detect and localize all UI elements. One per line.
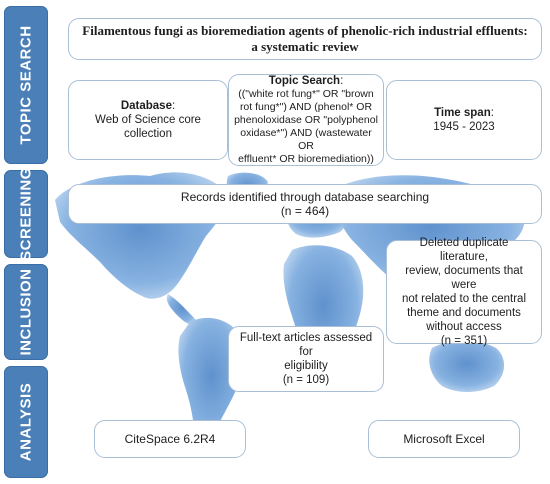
database-value-1: Web of Science core: [95, 114, 201, 126]
topic-heading-line: [269, 75, 344, 88]
records-line-2: (n = 464): [280, 204, 330, 218]
deleted-line-6: (n = 351): [440, 335, 488, 347]
excel-box: [368, 420, 520, 458]
stage-label-analysis: ANALYSIS: [17, 382, 35, 462]
full-text-box: [228, 326, 384, 392]
stage-tab-analysis: [4, 366, 48, 478]
topic-line-4: oxidase*") AND (wastewater OR: [240, 126, 372, 152]
timespan-heading: Time span: [434, 107, 491, 119]
deleted-line-5: without access: [426, 321, 502, 333]
australia-shape: [429, 341, 504, 393]
database-heading: Database: [120, 100, 172, 112]
fulltext-line-3: (n = 109): [282, 374, 330, 386]
deleted-line-1: Deleted duplicate literature,: [419, 237, 509, 263]
deleted-line-3: not related to the central: [401, 293, 527, 305]
citespace-box: [94, 420, 246, 458]
fulltext-line-1: Full-text articles assessed for: [239, 332, 373, 358]
database-box: [68, 80, 228, 160]
excel-label: Microsoft Excel: [403, 432, 485, 446]
database-colon: :: [171, 100, 176, 112]
database-value-2: collection: [124, 128, 172, 140]
deleted-records-box: [386, 237, 542, 347]
fulltext-line-2: eligibility: [284, 360, 328, 372]
topic-colon: :: [340, 74, 344, 87]
topic-line-2: rot fung*") AND (phenol* OR: [239, 100, 373, 113]
topic-line-3: phenoloxidase OR "polyphenol: [234, 113, 378, 126]
deleted-line-2: review, documents that were: [405, 265, 523, 291]
topic-search-box: [228, 74, 384, 166]
citespace-label: CiteSpace 6.2R4: [124, 432, 216, 446]
central-america-shape: [167, 294, 198, 325]
topic-line-5: effluent* OR bioremediation)): [238, 152, 374, 165]
title-line-1: Filamentous fungi as bioremediation agents of phenolic-rich industrial effluents:: [82, 23, 528, 38]
deleted-line-4: theme and documents: [407, 307, 521, 319]
stage-label-inclusion: INCLUSION: [17, 268, 35, 356]
database-heading-line: [121, 99, 175, 113]
records-identified-box: [68, 184, 542, 224]
timespan-heading-line: [434, 106, 494, 120]
records-line-1: Records identified through database searching: [180, 190, 430, 204]
time-span-box: [386, 80, 542, 160]
stage-tab-topic-search: [4, 6, 48, 164]
timespan-value: 1945 - 2023: [433, 121, 495, 133]
topic-heading: Topic Search: [268, 74, 341, 87]
topic-line-1: (("white rot fung*" OR "brown: [238, 87, 374, 100]
title-box: [68, 18, 542, 60]
stage-tab-inclusion: [4, 264, 48, 360]
stage-label-screening: SCREENING: [17, 167, 35, 261]
timespan-colon: :: [490, 107, 494, 119]
stage-label-topic-search: TOPIC SEARCH: [17, 25, 35, 145]
title-line-2: a systematic review: [251, 39, 359, 54]
stage-tab-screening: [4, 167, 48, 261]
